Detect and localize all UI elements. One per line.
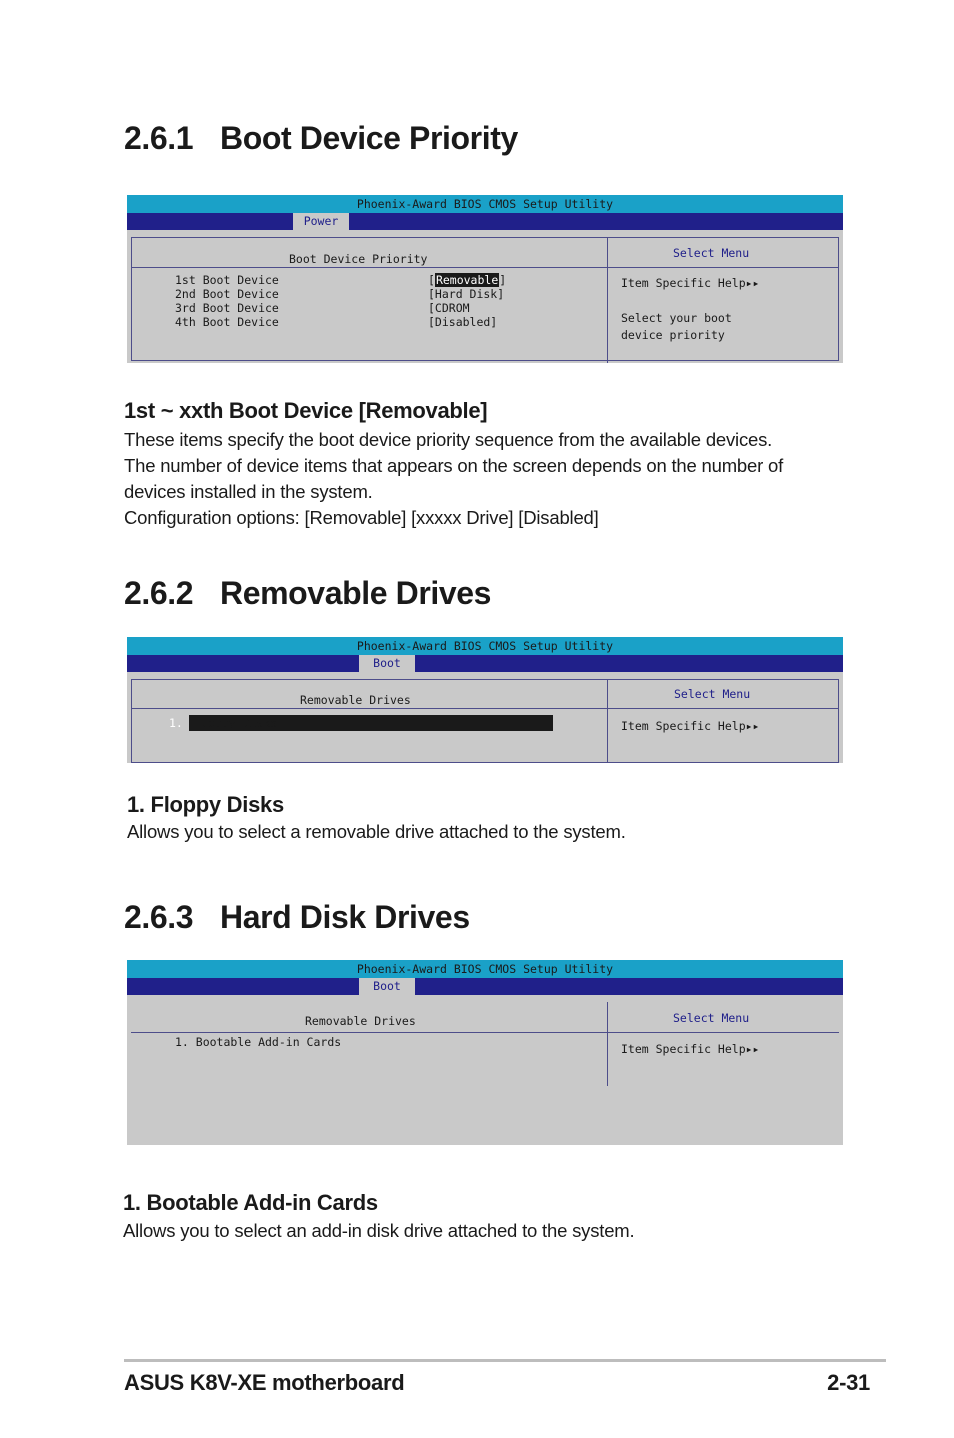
- section-title: Hard Disk Drives: [220, 899, 470, 935]
- subheading-boot-device: 1st ~ xxth Boot Device [Removable]: [124, 398, 488, 423]
- help-text-line-2: device priority: [621, 328, 725, 342]
- panel-title: Removable Drives: [305, 1014, 416, 1028]
- paragraph-line-3: devices installed in the system.: [124, 481, 373, 502]
- bios-menu-bar: [127, 978, 843, 995]
- bracket-close: ]: [499, 273, 507, 287]
- section-number: 2.6.3: [124, 899, 194, 935]
- paragraph-bootable-add-in-cards: Allows you to select an add-in disk drive attached to the system.: [123, 1220, 635, 1241]
- item-specific-help: Item Specific Help▸▸: [621, 276, 760, 290]
- boot-device-2-label: 2nd Boot Device: [175, 287, 279, 301]
- boot-device-4-label: 4th Boot Device: [175, 315, 279, 329]
- help-text-line-1: Select your boot: [621, 311, 732, 325]
- paragraph-line-1: These items specify the boot device priority sequence from the available devices.: [124, 429, 773, 450]
- panel-header-divider: [131, 267, 839, 268]
- panel-title: Removable Drives: [300, 693, 411, 707]
- bracket-open: [: [428, 273, 435, 287]
- help-header: Select Menu: [674, 687, 751, 701]
- menu-tab-power[interactable]: Power: [293, 213, 349, 230]
- footer-rule: [124, 1359, 886, 1362]
- panel-header-divider: [131, 1032, 839, 1033]
- panel-title: Boot Device Priority: [289, 252, 428, 266]
- footer-product-name: ASUS K8V-XE motherboard: [124, 1370, 405, 1395]
- boot-device-3-value[interactable]: [CDROM: [428, 301, 470, 315]
- menu-tab-boot[interactable]: Boot: [359, 655, 415, 672]
- bios-screen-removable-drives: [127, 637, 843, 763]
- section-number: 2.6.1: [124, 120, 194, 156]
- menu-tab-boot[interactable]: Boot: [359, 978, 415, 995]
- footer-page-number: 2-31: [827, 1370, 870, 1395]
- bios-title-bar: Phoenix-Award BIOS CMOS Setup Utility: [127, 637, 843, 655]
- item-specific-help: Item Specific Help▸▸: [621, 1042, 760, 1056]
- boot-device-3-label: 3rd Boot Device: [175, 301, 279, 315]
- bios-title-bar: Phoenix-Award BIOS CMOS Setup Utility: [127, 195, 843, 213]
- panel-divider: [607, 1002, 608, 1086]
- subheading-bootable-add-in-cards: 1. Bootable Add-in Cards: [123, 1190, 378, 1215]
- item-number: 1.: [169, 716, 183, 730]
- bios-menu-bar: [127, 213, 843, 230]
- bootable-add-in-cards-item[interactable]: 1. Bootable Add-in Cards: [175, 1035, 342, 1049]
- section-number: 2.6.2: [124, 575, 194, 611]
- section-heading-2-6-3: [124, 899, 470, 936]
- bios-title-bar: Phoenix-Award BIOS CMOS Setup Utility: [127, 960, 843, 978]
- boot-device-4-value[interactable]: [Disabled]: [428, 315, 498, 329]
- section-heading-2-6-2: [124, 575, 491, 612]
- selected-value-highlight: Removable: [435, 273, 499, 287]
- panel-header-divider: [131, 708, 839, 709]
- boot-device-2-value[interactable]: [Hard Disk]: [428, 287, 505, 301]
- section-title: Boot Device Priority: [220, 120, 518, 156]
- panel-divider: [607, 237, 608, 363]
- help-header: Select Menu: [673, 1011, 750, 1025]
- section-heading-2-6-1: [124, 120, 518, 157]
- item-specific-help: Item Specific Help▸▸: [621, 719, 760, 733]
- subheading-floppy-disks: 1. Floppy Disks: [127, 792, 284, 817]
- paragraph-config-options: Configuration options: [Removable] [xxxxx Drive] [Disabled]: [124, 507, 599, 528]
- boot-device-1-label: 1st Boot Device: [175, 273, 279, 287]
- floppy-disks-item[interactable]: Floppy Disks: [189, 715, 553, 731]
- paragraph-line-2: The number of device items that appears on the screen depends on the number of: [124, 455, 784, 476]
- bios-menu-bar: [127, 655, 843, 672]
- panel-divider: [607, 679, 608, 763]
- paragraph-floppy-disks: Allows you to select a removable drive attached to the system.: [127, 821, 626, 842]
- section-title: Removable Drives: [220, 575, 492, 611]
- boot-device-1-value[interactable]: [428, 273, 506, 287]
- help-header: Select Menu: [673, 246, 750, 260]
- bios-screen-boot-device-priority: [127, 195, 843, 363]
- bios-screen-hard-disk-drives: [127, 960, 843, 1145]
